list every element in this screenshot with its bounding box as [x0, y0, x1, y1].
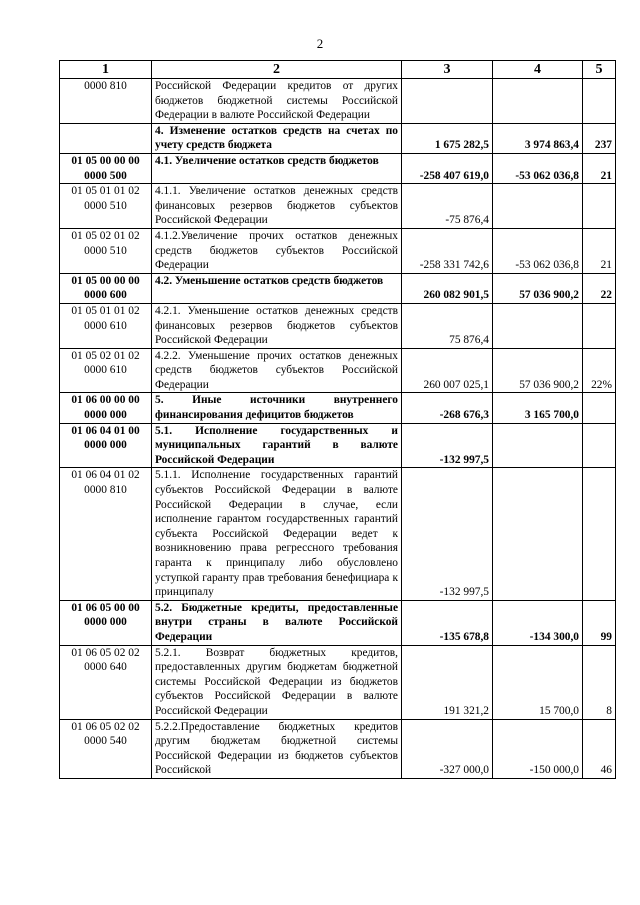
- percent-cell: 46: [583, 719, 616, 778]
- approved-amount-cell: -268 676,3: [402, 393, 493, 423]
- item-name-cell: 4.1.2.Увеличение прочих остатков денежных средств бюджетов субъектов Российской Федерации: [152, 228, 402, 273]
- percent-cell: [583, 468, 616, 600]
- item-name-cell: 5.2. Бюджетные кредиты, предоставленные внутри страны в валюте Российской Федерации: [152, 600, 402, 645]
- approved-amount-cell: -132 997,5: [402, 468, 493, 600]
- budget-code-cell: 01 06 05 02 02 0000 540: [60, 719, 152, 778]
- executed-amount-cell: -53 062 036,8: [493, 228, 583, 273]
- table-row: [60, 303, 616, 348]
- budget-code-cell: 01 06 04 01 00 0000 000: [60, 423, 152, 468]
- executed-amount-cell: [493, 79, 583, 124]
- column-header: 4: [493, 61, 583, 79]
- table-body: [60, 79, 616, 779]
- approved-amount-cell: [402, 79, 493, 124]
- table-row: [60, 348, 616, 393]
- approved-amount-cell: 75 876,4: [402, 303, 493, 348]
- table-row: [60, 423, 616, 468]
- table-row: [60, 79, 616, 124]
- table-row: [60, 468, 616, 600]
- percent-cell: [583, 393, 616, 423]
- percent-cell: 21: [583, 228, 616, 273]
- item-name-cell: 4.1.1. Увеличение остатков денежных средств финансовых резервов бюджетов субъектов Российской Федерации: [152, 184, 402, 229]
- percent-cell: [583, 423, 616, 468]
- executed-amount-cell: 15 700,0: [493, 645, 583, 719]
- percent-cell: [583, 184, 616, 229]
- percent-cell: 99: [583, 600, 616, 645]
- item-name-cell: 4.2.1. Уменьшение остатков денежных средств финансовых резервов бюджетов субъектов Российской Федерации: [152, 303, 402, 348]
- budget-code-cell: 0000 810: [60, 79, 152, 124]
- approved-amount-cell: 1 675 282,5: [402, 123, 493, 153]
- budget-code-cell: 01 06 04 01 02 0000 810: [60, 468, 152, 600]
- table-header-row: [60, 61, 616, 79]
- table-row: [60, 719, 616, 778]
- executed-amount-cell: 3 165 700,0: [493, 393, 583, 423]
- budget-code-cell: 01 06 05 00 00 0000 000: [60, 600, 152, 645]
- item-name-cell: 4. Изменение остатков средств на счетах по учету средств бюджета: [152, 123, 402, 153]
- table-row: [60, 184, 616, 229]
- percent-cell: 21: [583, 153, 616, 183]
- approved-amount-cell: -258 407 619,0: [402, 153, 493, 183]
- item-name-cell: 5.1.1. Исполнение государственных гарантий субъектов Российской Федерации в валюте Российской Федерации в случае, если исполнение гарантом государственных гарантий субъекта Российской Федерации ведет к возникновению права регрессного требования гаранта к принципалу либо обусловлено уступкой гаранту прав требования бенефициара к принципалу: [152, 468, 402, 600]
- item-name-cell: Российской Федерации кредитов от других бюджетов бюджетной системы Российской Федерации в валюте Российской Федерации: [152, 79, 402, 124]
- column-header: 5: [583, 61, 616, 79]
- budget-code-cell: 01 05 00 00 00 0000 500: [60, 153, 152, 183]
- budget-sources-table: [59, 60, 616, 779]
- approved-amount-cell: 260 082 901,5: [402, 273, 493, 303]
- item-name-cell: 4.2.2. Уменьшение прочих остатков денежных средств бюджетов субъектов Российской Федерации: [152, 348, 402, 393]
- page-number: 2: [316, 36, 324, 51]
- table-row: [60, 228, 616, 273]
- item-name-cell: 4.1. Увеличение остатков средств бюджетов: [152, 153, 402, 183]
- executed-amount-cell: 3 974 863,4: [493, 123, 583, 153]
- percent-cell: 22: [583, 273, 616, 303]
- table-row: [60, 153, 616, 183]
- budget-code-cell: 01 05 01 01 02 0000 510: [60, 184, 152, 229]
- budget-code-cell: 01 05 00 00 00 0000 600: [60, 273, 152, 303]
- item-name-cell: 5.2.2.Предоставление бюджетных кредитов другим бюджетам бюджетной системы Российской Федерации из бюджетов субъектов Российской: [152, 719, 402, 778]
- percent-cell: 22%: [583, 348, 616, 393]
- budget-code-cell: [60, 123, 152, 153]
- column-header: 3: [402, 61, 493, 79]
- percent-cell: 8: [583, 645, 616, 719]
- executed-amount-cell: [493, 303, 583, 348]
- percent-cell: 237: [583, 123, 616, 153]
- table-row: [60, 273, 616, 303]
- table-row: [60, 393, 616, 423]
- item-name-cell: 4.2. Уменьшение остатков средств бюджетов: [152, 273, 402, 303]
- executed-amount-cell: -150 000,0: [493, 719, 583, 778]
- approved-amount-cell: -327 000,0: [402, 719, 493, 778]
- budget-code-cell: 01 05 02 01 02 0000 610: [60, 348, 152, 393]
- percent-cell: [583, 303, 616, 348]
- executed-amount-cell: -53 062 036,8: [493, 153, 583, 183]
- budget-code-cell: 01 05 02 01 02 0000 510: [60, 228, 152, 273]
- column-header: 1: [60, 61, 152, 79]
- item-name-cell: 5.2.1. Возврат бюджетных кредитов, предоставленных другим бюджетам бюджетной системы Российской Федерации из бюджетов субъектов Российской Федерации в валюте Российской Федерации: [152, 645, 402, 719]
- executed-amount-cell: [493, 423, 583, 468]
- approved-amount-cell: -132 997,5: [402, 423, 493, 468]
- approved-amount-cell: 191 321,2: [402, 645, 493, 719]
- budget-code-cell: 01 06 05 02 02 0000 640: [60, 645, 152, 719]
- item-name-cell: 5. Иные источники внутреннего финансирования дефицитов бюджетов: [152, 393, 402, 423]
- table-row: [60, 645, 616, 719]
- column-header: 2: [152, 61, 402, 79]
- budget-code-cell: 01 06 00 00 00 0000 000: [60, 393, 152, 423]
- executed-amount-cell: -134 300,0: [493, 600, 583, 645]
- table-row: [60, 123, 616, 153]
- executed-amount-cell: 57 036 900,2: [493, 348, 583, 393]
- table-row: [60, 600, 616, 645]
- percent-cell: [583, 79, 616, 124]
- approved-amount-cell: -75 876,4: [402, 184, 493, 229]
- approved-amount-cell: -258 331 742,6: [402, 228, 493, 273]
- approved-amount-cell: 260 007 025,1: [402, 348, 493, 393]
- executed-amount-cell: [493, 468, 583, 600]
- executed-amount-cell: [493, 184, 583, 229]
- approved-amount-cell: -135 678,8: [402, 600, 493, 645]
- executed-amount-cell: 57 036 900,2: [493, 273, 583, 303]
- budget-code-cell: 01 05 01 01 02 0000 610: [60, 303, 152, 348]
- item-name-cell: 5.1. Исполнение государственных и муниципальных гарантий в валюте Российской Федерации: [152, 423, 402, 468]
